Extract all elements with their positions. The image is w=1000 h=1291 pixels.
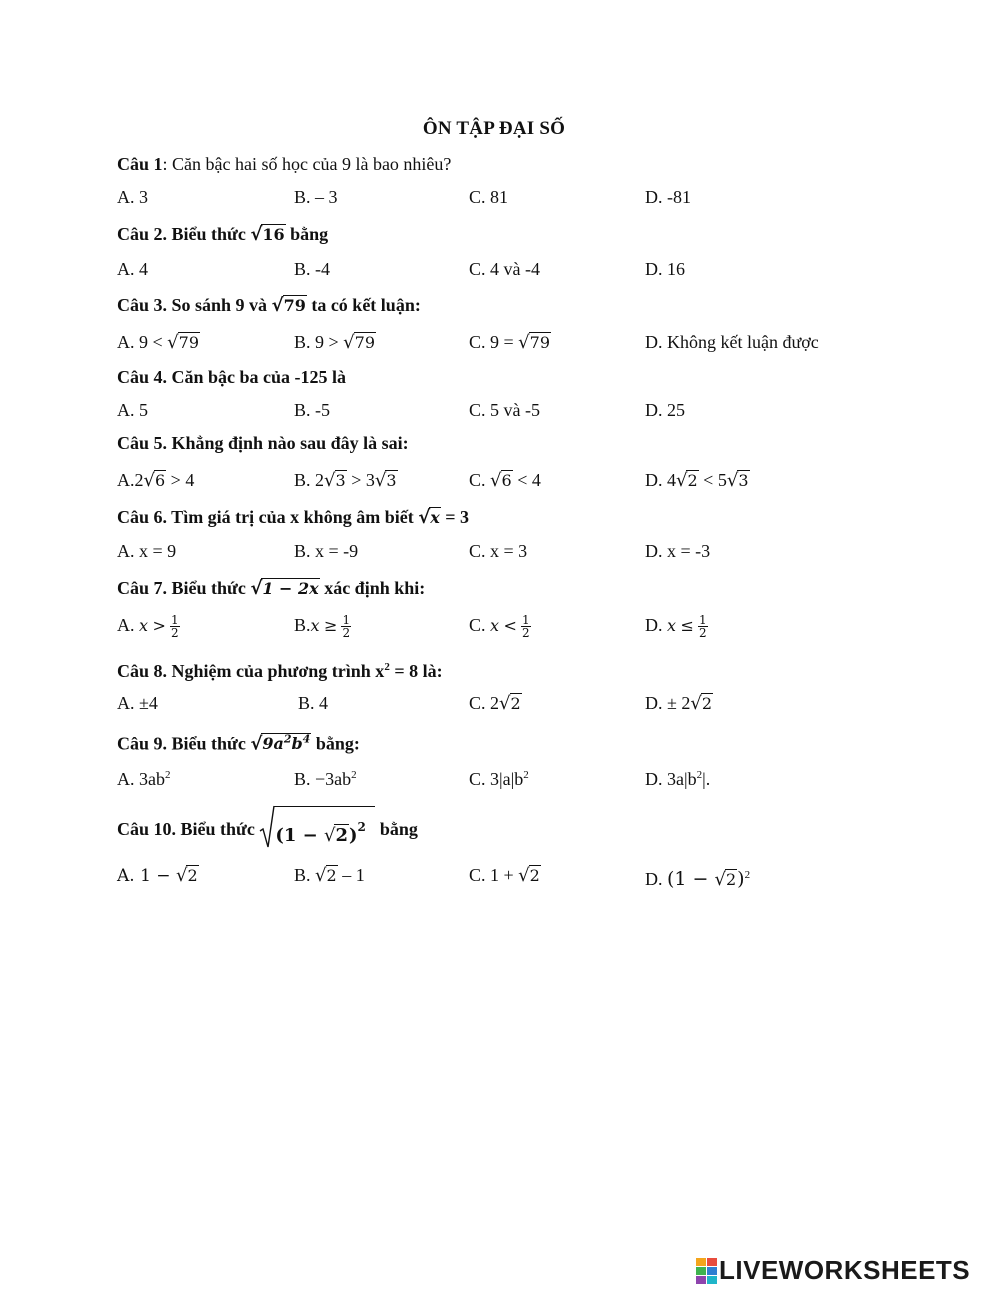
question-label: Câu 6. Tìm giá trị của x không âm biết: [117, 507, 419, 527]
options-q2: [0, 257, 1000, 283]
option-d[interactable]: D. $3a|b^2|$.: [645, 769, 711, 789]
square-root: √1 − 2x: [250, 578, 319, 599]
question-stem: bằng: [285, 224, 329, 244]
option-d[interactable]: D. Không kết luận được: [645, 332, 819, 352]
options-q3: [0, 330, 1000, 356]
question-stem: ta có kết luận:: [306, 295, 421, 315]
options-q10: [0, 863, 1000, 889]
option-c[interactable]: C. x = 3: [469, 541, 528, 561]
option-d[interactable]: D. x = -3: [645, 541, 711, 561]
option-c[interactable]: C. 81: [469, 187, 509, 207]
question-4: [117, 365, 346, 389]
option-b[interactable]: B.x ≥ $\frac{1}{2}$: [294, 613, 351, 641]
option-c[interactable]: C. 5 và -5: [469, 400, 540, 420]
option-c[interactable]: C. 2√2: [469, 693, 521, 714]
square-root: √16: [250, 224, 285, 245]
question-stem: : Căn bậc hai số học của 9 là bao nhiêu?: [162, 154, 452, 174]
question-3: [117, 293, 421, 318]
option-b[interactable]: B. -4: [294, 259, 330, 279]
option-c[interactable]: C. x < $\frac{1}{2}$: [469, 613, 530, 641]
liveworksheets-logo: [696, 1256, 996, 1284]
question-7: [117, 576, 425, 601]
option-a[interactable]: A. ±4: [117, 693, 158, 713]
question-label: Câu 4. Căn bậc ba của -125 là: [117, 367, 347, 387]
question-10: [117, 805, 418, 853]
option-a[interactable]: A. x = 9: [117, 541, 177, 561]
option-c[interactable]: C. 4 và -4: [469, 259, 540, 279]
option-b[interactable]: B. √2 – 1: [294, 865, 365, 886]
option-b[interactable]: B. 2√3 > 3√3: [294, 470, 397, 491]
option-d[interactable]: D. $(1 - √2)^2$: [645, 868, 751, 890]
option-c[interactable]: C. 1 + √2: [469, 865, 540, 886]
question-stem: bằng: [375, 819, 418, 839]
option-d[interactable]: D. 16: [645, 259, 685, 279]
question-8: Câu 8. Nghiệm của phương trình $x^2 = 8$ là:: [117, 661, 443, 681]
question-stem: bằng:: [311, 733, 360, 754]
question-6: [117, 505, 469, 530]
question-stem: xác định khi:: [319, 578, 426, 598]
question-5: [117, 431, 409, 455]
option-b[interactable]: B. x = -9: [294, 541, 359, 561]
options-q7: [0, 613, 1000, 645]
option-a[interactable]: A. 1 − √2: [117, 865, 198, 886]
option-a[interactable]: A. 3: [117, 187, 148, 207]
options-q5: [0, 468, 1000, 494]
logo-text: LIVEWORKSHEETS: [719, 1254, 971, 1285]
question-label: Câu 7. Biểu thức: [117, 578, 251, 598]
option-a[interactable]: A. x > $\frac{1}{2}$: [117, 613, 179, 641]
question-label: Câu 3. So sánh 9 và: [117, 295, 272, 315]
page-title: ÔN TẬP ĐẠI SỐ: [422, 118, 566, 139]
option-c[interactable]: C. √6 < 4: [469, 470, 541, 491]
question-stem: = 8 là:: [389, 661, 443, 681]
large-square-root: $(1 - √2)^2$: [259, 805, 375, 849]
option-b[interactable]: B. 4: [298, 693, 329, 713]
question-2: [117, 222, 328, 247]
option-c[interactable]: C. 9 = √79: [469, 332, 551, 353]
question-9: [117, 728, 360, 756]
question-label: Câu 5. Khẳng định nào sau đây là sai:: [117, 433, 409, 453]
option-b[interactable]: B. $-3ab^2$: [294, 769, 357, 789]
option-b[interactable]: B. – 3: [294, 187, 338, 207]
option-a[interactable]: A. 9 < √79: [117, 332, 199, 353]
option-b[interactable]: B. 9 > √79: [294, 332, 376, 353]
question-stem: = 3: [440, 507, 470, 527]
logo-blocks-icon: [696, 1258, 716, 1282]
options-q6: [0, 539, 1000, 565]
question-label: Câu 9. Biểu thức: [117, 733, 251, 754]
question-label: Câu 10. Biểu thức: [117, 819, 260, 839]
question-label: Câu 1: [117, 154, 163, 174]
option-d[interactable]: D. -81: [645, 187, 691, 207]
option-a[interactable]: A. 4: [117, 259, 148, 279]
option-a[interactable]: A. 5: [117, 400, 148, 420]
option-d[interactable]: D. x ≤ $\frac{1}{2}$: [645, 613, 707, 641]
square-root: √x: [418, 507, 440, 528]
options-q8: [0, 691, 1000, 717]
square-root: √79: [271, 295, 306, 316]
option-b[interactable]: B. -5: [294, 400, 330, 420]
square-root: $√9a^2b^4$: [250, 733, 311, 755]
radical-sign: [259, 805, 275, 849]
options-q4: [0, 398, 1000, 424]
option-d[interactable]: D. 25: [645, 400, 685, 420]
question-label: Câu 8. Nghiệm của phương trình x: [117, 661, 385, 681]
option-d[interactable]: D. 4√2 < 5√3: [645, 470, 749, 491]
question-1: [117, 152, 451, 176]
options-q1: [0, 185, 1000, 211]
question-label: Câu 2. Biểu thức: [117, 224, 251, 244]
option-a[interactable]: A.2√6 > 4: [117, 470, 195, 491]
option-c[interactable]: C. $3|a|b^2$: [469, 769, 529, 789]
options-q9: [0, 763, 1000, 789]
option-a[interactable]: A. $3ab^2$: [117, 769, 171, 789]
option-d[interactable]: D. ± 2√2: [645, 693, 713, 714]
